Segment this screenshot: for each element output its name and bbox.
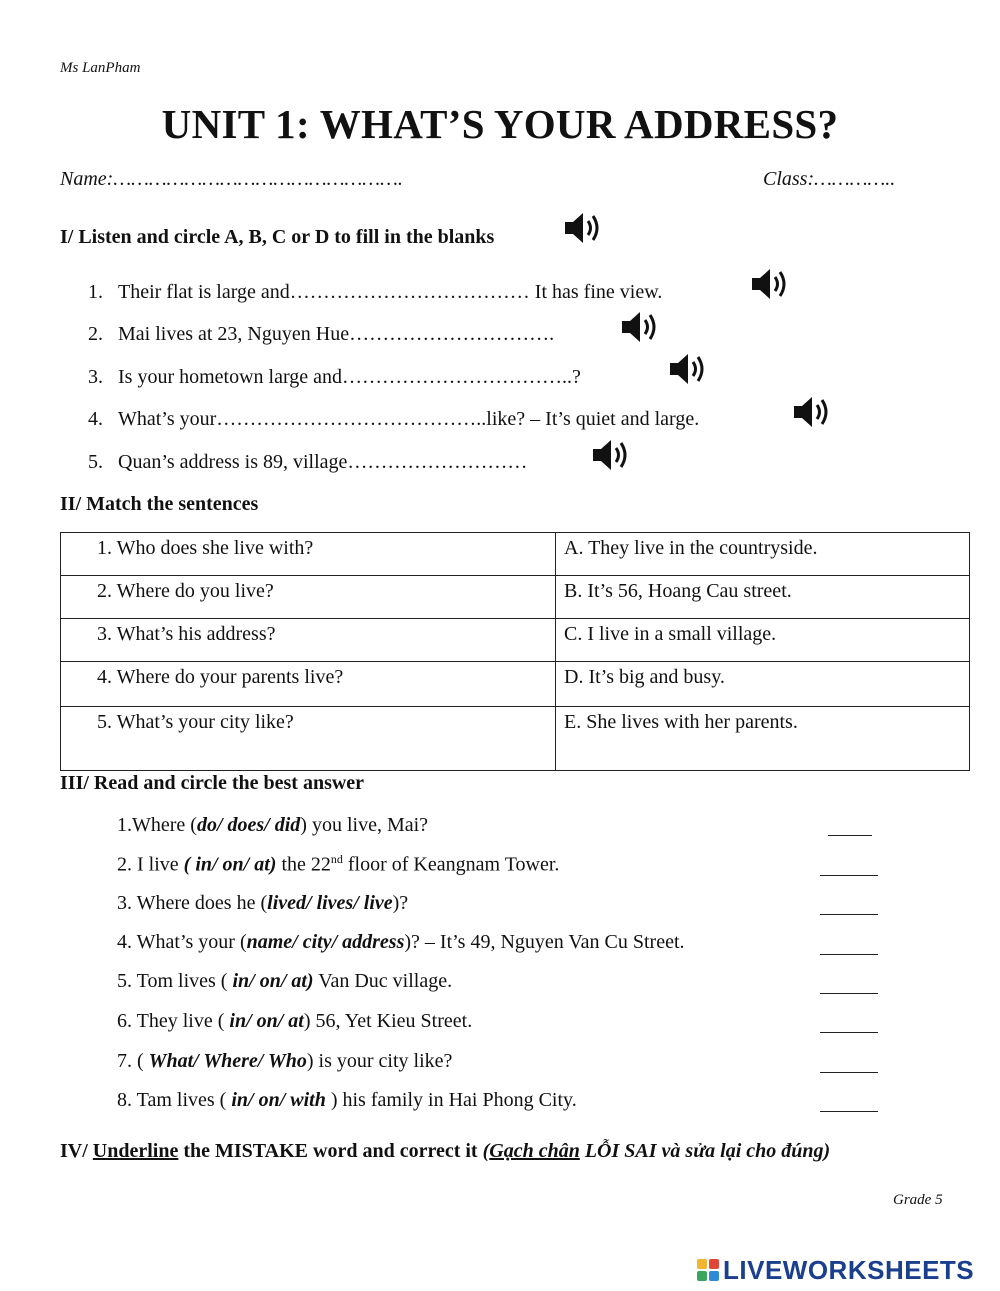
match-question[interactable]: 5. What’s your city like? (61, 707, 556, 771)
speaker-icon[interactable] (750, 266, 792, 302)
answer-item-5 (117, 970, 452, 993)
item-number: 5. (88, 451, 103, 473)
speaker-icon[interactable] (668, 351, 710, 387)
item-text: Quan’s address is 89, village……………………… (118, 451, 528, 473)
answer-item-1 (117, 814, 428, 837)
brand-name: LIVEWORKSHEETS (723, 1254, 975, 1285)
section-1-heading: I/ Listen and circle A, B, C or D to fill in the blanks (60, 226, 495, 248)
item-text: )? (392, 892, 409, 914)
item-text: 7. ( (117, 1050, 149, 1072)
section-4-heading (60, 1140, 830, 1163)
item-number: 1. (88, 281, 103, 303)
heading-part: the MISTAKE word and correct it (178, 1140, 483, 1162)
answer-blank[interactable] (820, 1111, 878, 1112)
teacher-name: Ms LanPham (60, 60, 141, 76)
answer-item-3 (117, 892, 408, 915)
answer-item-7 (117, 1050, 452, 1073)
match-table (60, 532, 970, 771)
table-row (61, 707, 970, 771)
answer-options[interactable]: lived/ lives/ live (267, 892, 393, 914)
item-text: 4. What’s your ( (117, 931, 247, 953)
item-text: Van Duc village. (313, 970, 453, 992)
item-text: Their flat is large and……………………………… It has fine view. (118, 281, 663, 303)
match-answer[interactable]: B. It’s 56, Hoang Cau street. (556, 576, 970, 619)
listen-item-4 (88, 408, 699, 431)
speaker-icon[interactable] (563, 210, 605, 246)
table-row (61, 533, 970, 576)
answer-blank[interactable] (820, 914, 878, 915)
section-3-heading: III/ Read and circle the best answer (60, 772, 365, 794)
answer-options[interactable]: ( in/ on/ at) (183, 853, 277, 876)
match-question[interactable]: 3. What’s his address? (61, 619, 556, 662)
item-text: ) is your city like? (306, 1050, 453, 1072)
ordinal-suffix: nd (330, 852, 343, 866)
match-question[interactable]: 2. Where do you live? (61, 576, 556, 619)
answer-item-2 (117, 852, 559, 877)
answer-blank[interactable] (820, 993, 878, 994)
item-text: floor of Keangnam Tower. (342, 853, 560, 876)
answer-options[interactable]: in/ on/ at) (232, 970, 314, 992)
match-answer[interactable]: A. They live in the countryside. (556, 533, 970, 576)
item-number: 4. (88, 408, 103, 430)
item-number: 2. (88, 323, 103, 345)
answer-item-8 (117, 1089, 577, 1112)
item-text: ) his family in Hai Phong City. (325, 1089, 577, 1111)
item-text: 8. Tam lives ( (117, 1089, 232, 1111)
grade-label: Grade 5 (893, 1192, 943, 1208)
speaker-icon[interactable] (620, 309, 662, 345)
heading-underline-word: Underline (92, 1140, 179, 1162)
match-answer[interactable]: C. I live in a small village. (556, 619, 970, 662)
table-row (61, 576, 970, 619)
answer-options[interactable]: What/ Where/ Who (148, 1050, 307, 1072)
answer-options[interactable]: in/ on/ at (229, 1010, 304, 1032)
item-number: 3. (88, 366, 103, 388)
section-2-heading: II/ Match the sentences (60, 493, 259, 515)
match-question[interactable]: 4. Where do your parents live? (61, 662, 556, 707)
page-title: UNIT 1: WHAT’S YOUR ADDRESS? (161, 101, 839, 147)
answer-blank[interactable] (820, 1072, 878, 1073)
item-text: What’s your…………………………………..like? – It’s quiet and large. (118, 408, 700, 430)
name-field: Name:…………………………………………. (60, 168, 403, 190)
answer-blank[interactable] (820, 1032, 878, 1033)
answer-options[interactable]: in/ on/ with (231, 1089, 326, 1111)
heading-part: ( (482, 1140, 490, 1162)
speaker-icon[interactable] (591, 437, 633, 473)
item-text: 3. Where does he ( (117, 892, 268, 914)
heading-part: LỖI SAI và sửa lại cho đúng) (579, 1140, 831, 1162)
answer-options[interactable]: do/ does/ did (196, 814, 301, 836)
item-text: the 22 (276, 853, 331, 876)
speaker-icon[interactable] (792, 394, 834, 430)
answer-blank[interactable] (828, 835, 872, 836)
answer-item-6 (117, 1010, 472, 1033)
match-answer[interactable]: E. She lives with her parents. (556, 707, 970, 771)
liveworksheets-brand[interactable] (697, 1255, 974, 1285)
listen-item-1 (88, 281, 662, 304)
heading-part: IV/ (60, 1140, 93, 1162)
item-text: 1.Where ( (117, 814, 197, 836)
heading-translation (483, 1140, 831, 1162)
item-text: 5. Tom lives ( (117, 970, 233, 992)
item-text: Is your hometown large and……………………………..? (118, 366, 581, 388)
class-field: Class:………….. (763, 168, 896, 190)
heading-underline-word: Gạch chân (489, 1140, 580, 1162)
match-question[interactable]: 1. Who does she live with? (61, 533, 556, 576)
listen-item-2 (88, 323, 554, 346)
answer-blank[interactable] (820, 954, 878, 955)
item-text: Mai lives at 23, Nguyen Hue…………………………. (118, 323, 555, 345)
listen-item-5 (88, 451, 527, 474)
item-text: ) 56, Yet Kieu Street. (303, 1010, 473, 1032)
liveworksheets-logo-icon (697, 1259, 719, 1281)
item-text: )? – It’s 49, Nguyen Van Cu Street. (404, 931, 685, 953)
table-row (61, 619, 970, 662)
answer-options[interactable]: name/ city/ address (246, 931, 405, 953)
match-answer[interactable]: D. It’s big and busy. (556, 662, 970, 707)
item-text: 6. They live ( (117, 1010, 230, 1032)
answer-blank[interactable] (820, 875, 878, 876)
listen-item-3 (88, 366, 581, 389)
table-row (61, 662, 970, 707)
answer-item-4 (117, 931, 685, 954)
item-text: ) you live, Mai? (300, 814, 429, 836)
item-text: 2. I live (117, 853, 184, 876)
